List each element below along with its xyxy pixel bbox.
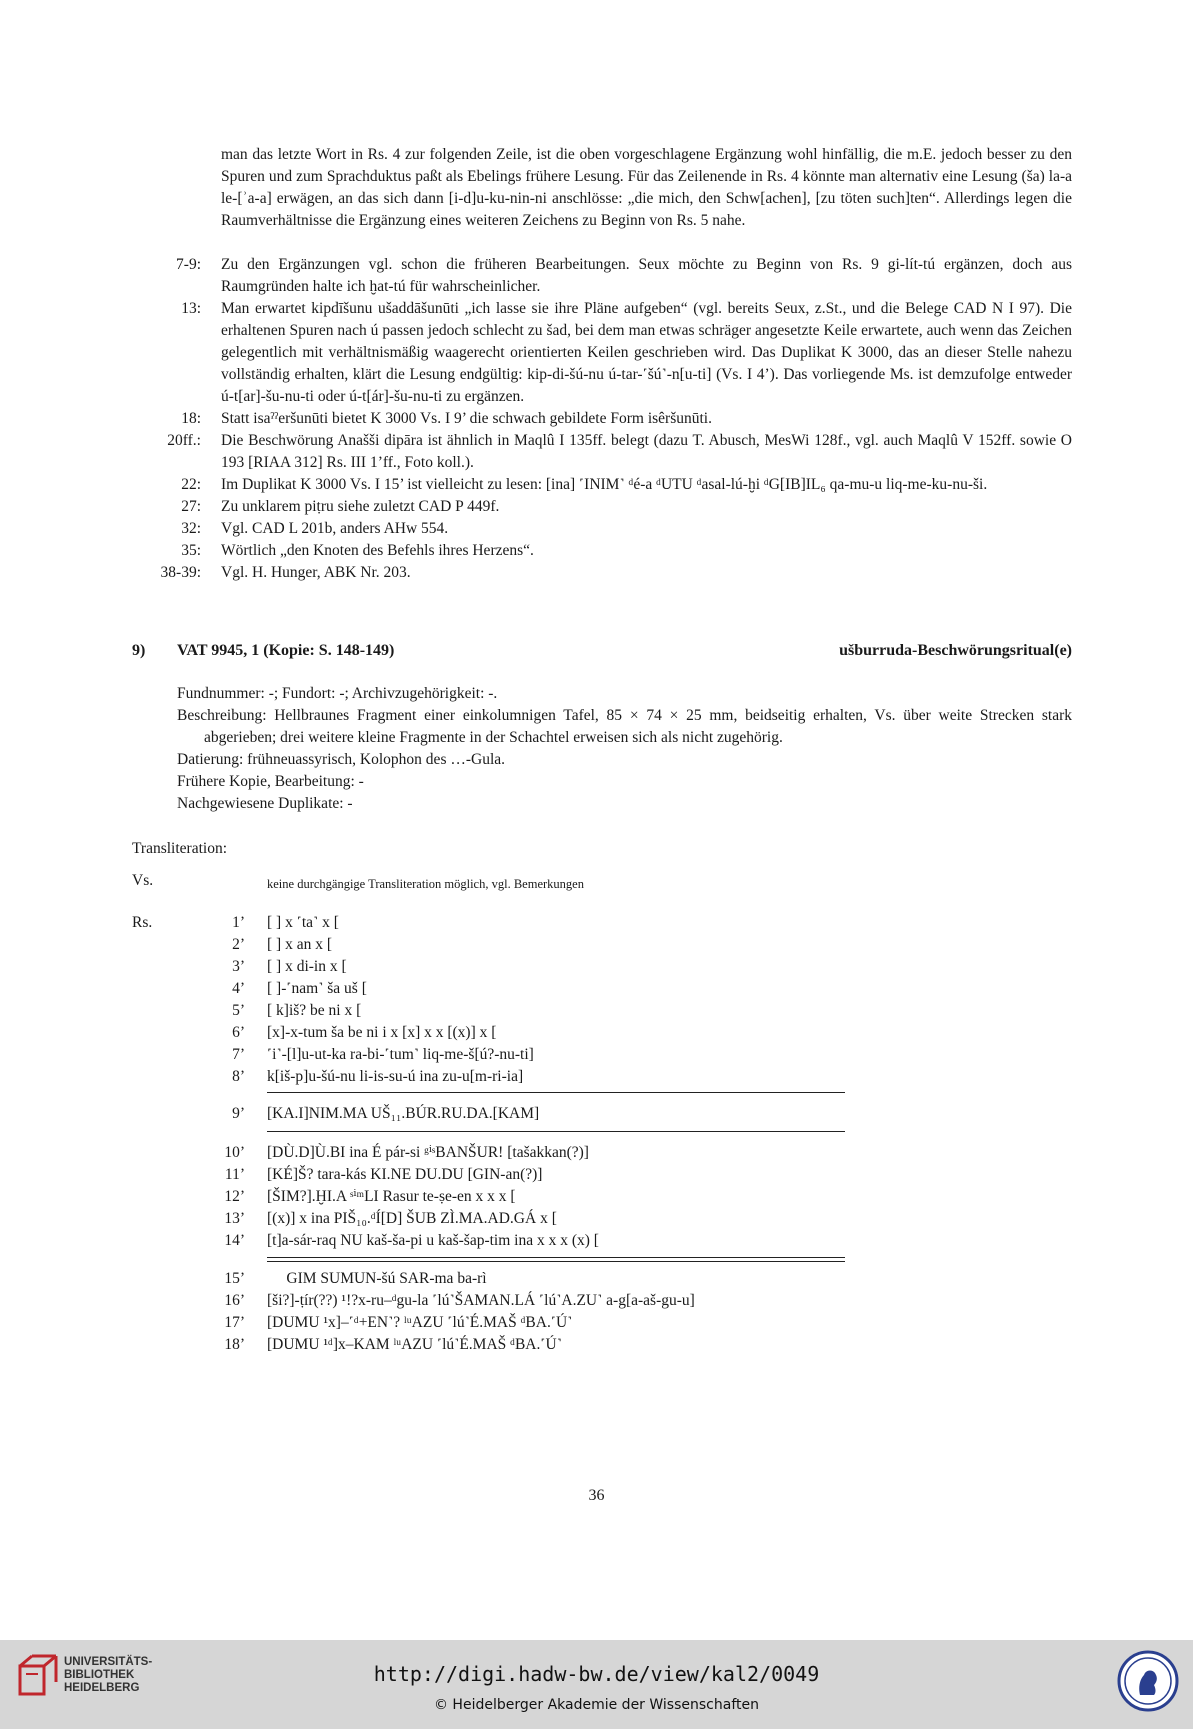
note: 18: Statt isaˀˀeršunūti bietet K 3000 Vs. I 9’ die schwach gebildete Form isêršunūti. [181, 410, 712, 427]
note: 32: Vgl. CAD L 201b, anders AHw 554. [181, 520, 449, 537]
meta-find-number: Fundnummer: -; Fundort: -; Archivzugehörigkeit: -. [177, 685, 498, 702]
translit-line: 11’ [KÉ]Š? tara-kás KI.NE DU.DU [GIN-an(?)] [224, 1166, 543, 1183]
viewer-footer [0, 1640, 1193, 1729]
translit-line: 5’ [ k]iš? be ni x [ [232, 1002, 362, 1019]
translit-line: 14’ [t]a-sár-raq NU kaš-ša-pi u kaš-šap-tim ina x x x (x) [ [224, 1232, 599, 1249]
transliteration-label: Transliteration: [132, 840, 228, 857]
note: 20ff.: Die Beschwörung Anašši dipāra ist ähnlich in Maqlû I 135ff. belegt (dazu T. Abusch, MesWi 128f., vgl. auch Maqlû V 152ff. sowie O 193 [RIAA 312] Rs. III 1’ff., Foto koll.). [167, 432, 1072, 471]
translit-line: Rs. 1’ [ ] x ˹ta˺ x [ [132, 912, 832, 934]
obverse-note: keine durchgängige Transliteration möglich, vgl. Bemerkungen [267, 877, 584, 891]
translit-line: 16’ [ši?]-ṭír(??) ¹!?x-ru–ᵈgu-la ˹lú˺ŠAMAN.LÁ ˹lú˺A.ZU˺ a-g[a-aš-gu-u] [224, 1292, 695, 1309]
note: 13: Man erwartet kipdīšunu ušaddāšunūti „ich lasse sie ihre Pläne aufgeben“ (vgl. bereits Seux, z.St., und die Belege CAD N I 97). Die erhaltenen Spuren nach ú passen jedoch schlecht zu šad, bei dem man etwas schräger angesetzte Keile erwartete, auch wenn das Zeichen gelegentlich mit verhältnismäßig waagerecht orientierten Keilen geschrieben wird. Das Duplikat K 3000, das an dieser Stelle nahezu vollständig erhalten, klärt die Lesung endgültig: kip-di-šú-nu ú-tar-˹šú˺-n[u-ti] (Vs. I 4’). Das vorliegende Ms. ist demzufolge entweder ú-t[ar]-šu-nu-ti oder ú-t[ár]-šu-nu-ti zu ergänzen. [181, 300, 1072, 405]
translit-line: 8’ k[iš-p]u-šú-nu li-is-su-ú ina zu-u[m-ri-ia] [232, 1068, 524, 1085]
translit-line: 12’ [ŠIM?].ḪI.A ˢⁱᵐLI Rasur te-ṣe-en x x x [ [224, 1188, 516, 1205]
commentary-notes [140, 254, 1072, 584]
meta-dating: Datierung: frühneuassyrisch, Kolophon des …-Gula. [177, 751, 506, 768]
copyright-notice: © Heidelberger Akademie der Wissenschaften [433, 1697, 759, 1713]
tablet-metadata [177, 683, 1072, 815]
section-heading [132, 642, 1072, 660]
note: 7-9: Zu den Ergänzungen vgl. schon die früheren Bearbeitungen. Seux möchte zu Beginn von Rs. 9 gi-lít-tú ergänzen, doch aus Raumgründen halte ich ḫat-tú für wahrscheinlicher. [176, 256, 1072, 295]
note: 27: Zu unklarem piṭru siehe zuletzt CAD P 449f. [181, 498, 500, 515]
section-number: 9) [132, 642, 146, 659]
section-genre: ušburruda-Beschwörungsritual(e) [839, 642, 1072, 659]
reverse-transliteration [132, 912, 832, 1356]
translit-line: 17’ [DUMU ¹x]–˹ᵈ+EN˺? ˡᵘAZU ˹lú˺É.MAŠ ᵈBA.˹Ú˺ [224, 1314, 573, 1331]
translit-line: 9’ [KA.I]NIM.MA UŠ₁₁.BÚR.RU.DA.[KAM] [232, 1105, 540, 1122]
translit-line: 6’ [x]-x-tum ša be ni i x [x] x x [(x)] x [ [232, 1024, 497, 1041]
permalink-url[interactable]: http://digi.hadw-bw.de/view/kal2/0049 [373, 1662, 820, 1686]
library-logo[interactable]: UNIVERSITÄTS- BIBLIOTHEK HEIDELBERG [12, 1652, 152, 1698]
translit-line: 2’ [ ] x an x [ [232, 936, 332, 953]
academy-seal-icon[interactable] [1116, 1649, 1180, 1713]
translit-line: 3’ [ ] x di-in x [ [232, 958, 347, 975]
translit-line: 15’ GIM SUMUN-šú SAR-ma ba-rì [224, 1270, 487, 1287]
obverse-side-label: Vs. [132, 872, 154, 889]
double-rule [267, 1257, 845, 1262]
meta-duplicates: Nachgewiesene Duplikate: - [177, 795, 353, 812]
translit-line: 13’ [(x)] x ina PIŠ₁₀.ᵈÍ[D] ŠUB ZÌ.MA.AD.GÁ x [ [224, 1210, 557, 1227]
note: 22: Im Duplikat K 3000 Vs. I 15’ ist vielleicht zu lesen: [ina] ˹INIM˺ ᵈé-a ᵈUTU ᵈasal-lú-ḫi ᵈG[IB]IL₆ qa-mu-u liq-me-ku-nu-ši. [181, 476, 988, 493]
note: 35: Wörtlich „den Knoten des Befehls ihres Herzens“. [181, 542, 534, 559]
section-rule [267, 1092, 845, 1093]
intro-paragraph: man das letzte Wort in Rs. 4 zur folgenden Zeile, ist die oben vorgeschlagene Ergänzung wohl hinfällig, die m.E. jedoch besser zu den Spuren und zum Sprachduktus paßt als Ebelings frühere Lesung. Für das Zeilenende in Rs. 4 könnte man alternativ eine Lesung (ša) la-a le-[ʾa-a] erwägen, an das sich dann [i-d]u-ku-nin-ni anschlösse: „die mich, den Schw[achen], [zu töten such]ten“. Allerdings legen die Raumverhältnisse die Ergänzung eines weiteren Zeichens zu Beginn von Rs. 5 nahe. [221, 146, 1072, 229]
obverse-row [132, 870, 1072, 895]
translit-line: 10’ [DÙ.D]Ù.BI ina É pár-si ᵍⁱˢBANŠUR! [tašakkan(?)] [224, 1144, 589, 1161]
section-title: VAT 9945, 1 (Kopie: S. 148-149) [177, 642, 395, 659]
translit-line: 18’ [DUMU ¹ᵈ]x–KAM ˡᵘAZU ˹lú˺É.MAŠ ᵈBA.˹Ú˺ [224, 1336, 562, 1353]
meta-description: Beschreibung: Hellbraunes Fragment einer einkolumnigen Tafel, 85 × 74 × 25 mm, beidseitig erhalten, Vs. über weite Strecken stark abgerieben; drei weitere kleine Fragmente in der Schachtel erweisen sich als nicht zugehörig. [177, 707, 1072, 746]
meta-earlier-copy: Frühere Kopie, Bearbeitung: - [177, 773, 364, 790]
translit-line: 4’ [ ]-˹nam˺ ša uš [ [232, 980, 367, 997]
note: 38-39: Vgl. H. Hunger, ABK Nr. 203. [160, 564, 411, 581]
section-rule [267, 1131, 845, 1132]
page-number: 36 [588, 1487, 605, 1504]
reverse-side-label: Rs. [132, 914, 153, 931]
translit-line: 7’ ˹i˺-[l]u-ut-ka ra-bi-˹tum˺ liq-me-š[ú?-nu-ti] [232, 1046, 534, 1063]
